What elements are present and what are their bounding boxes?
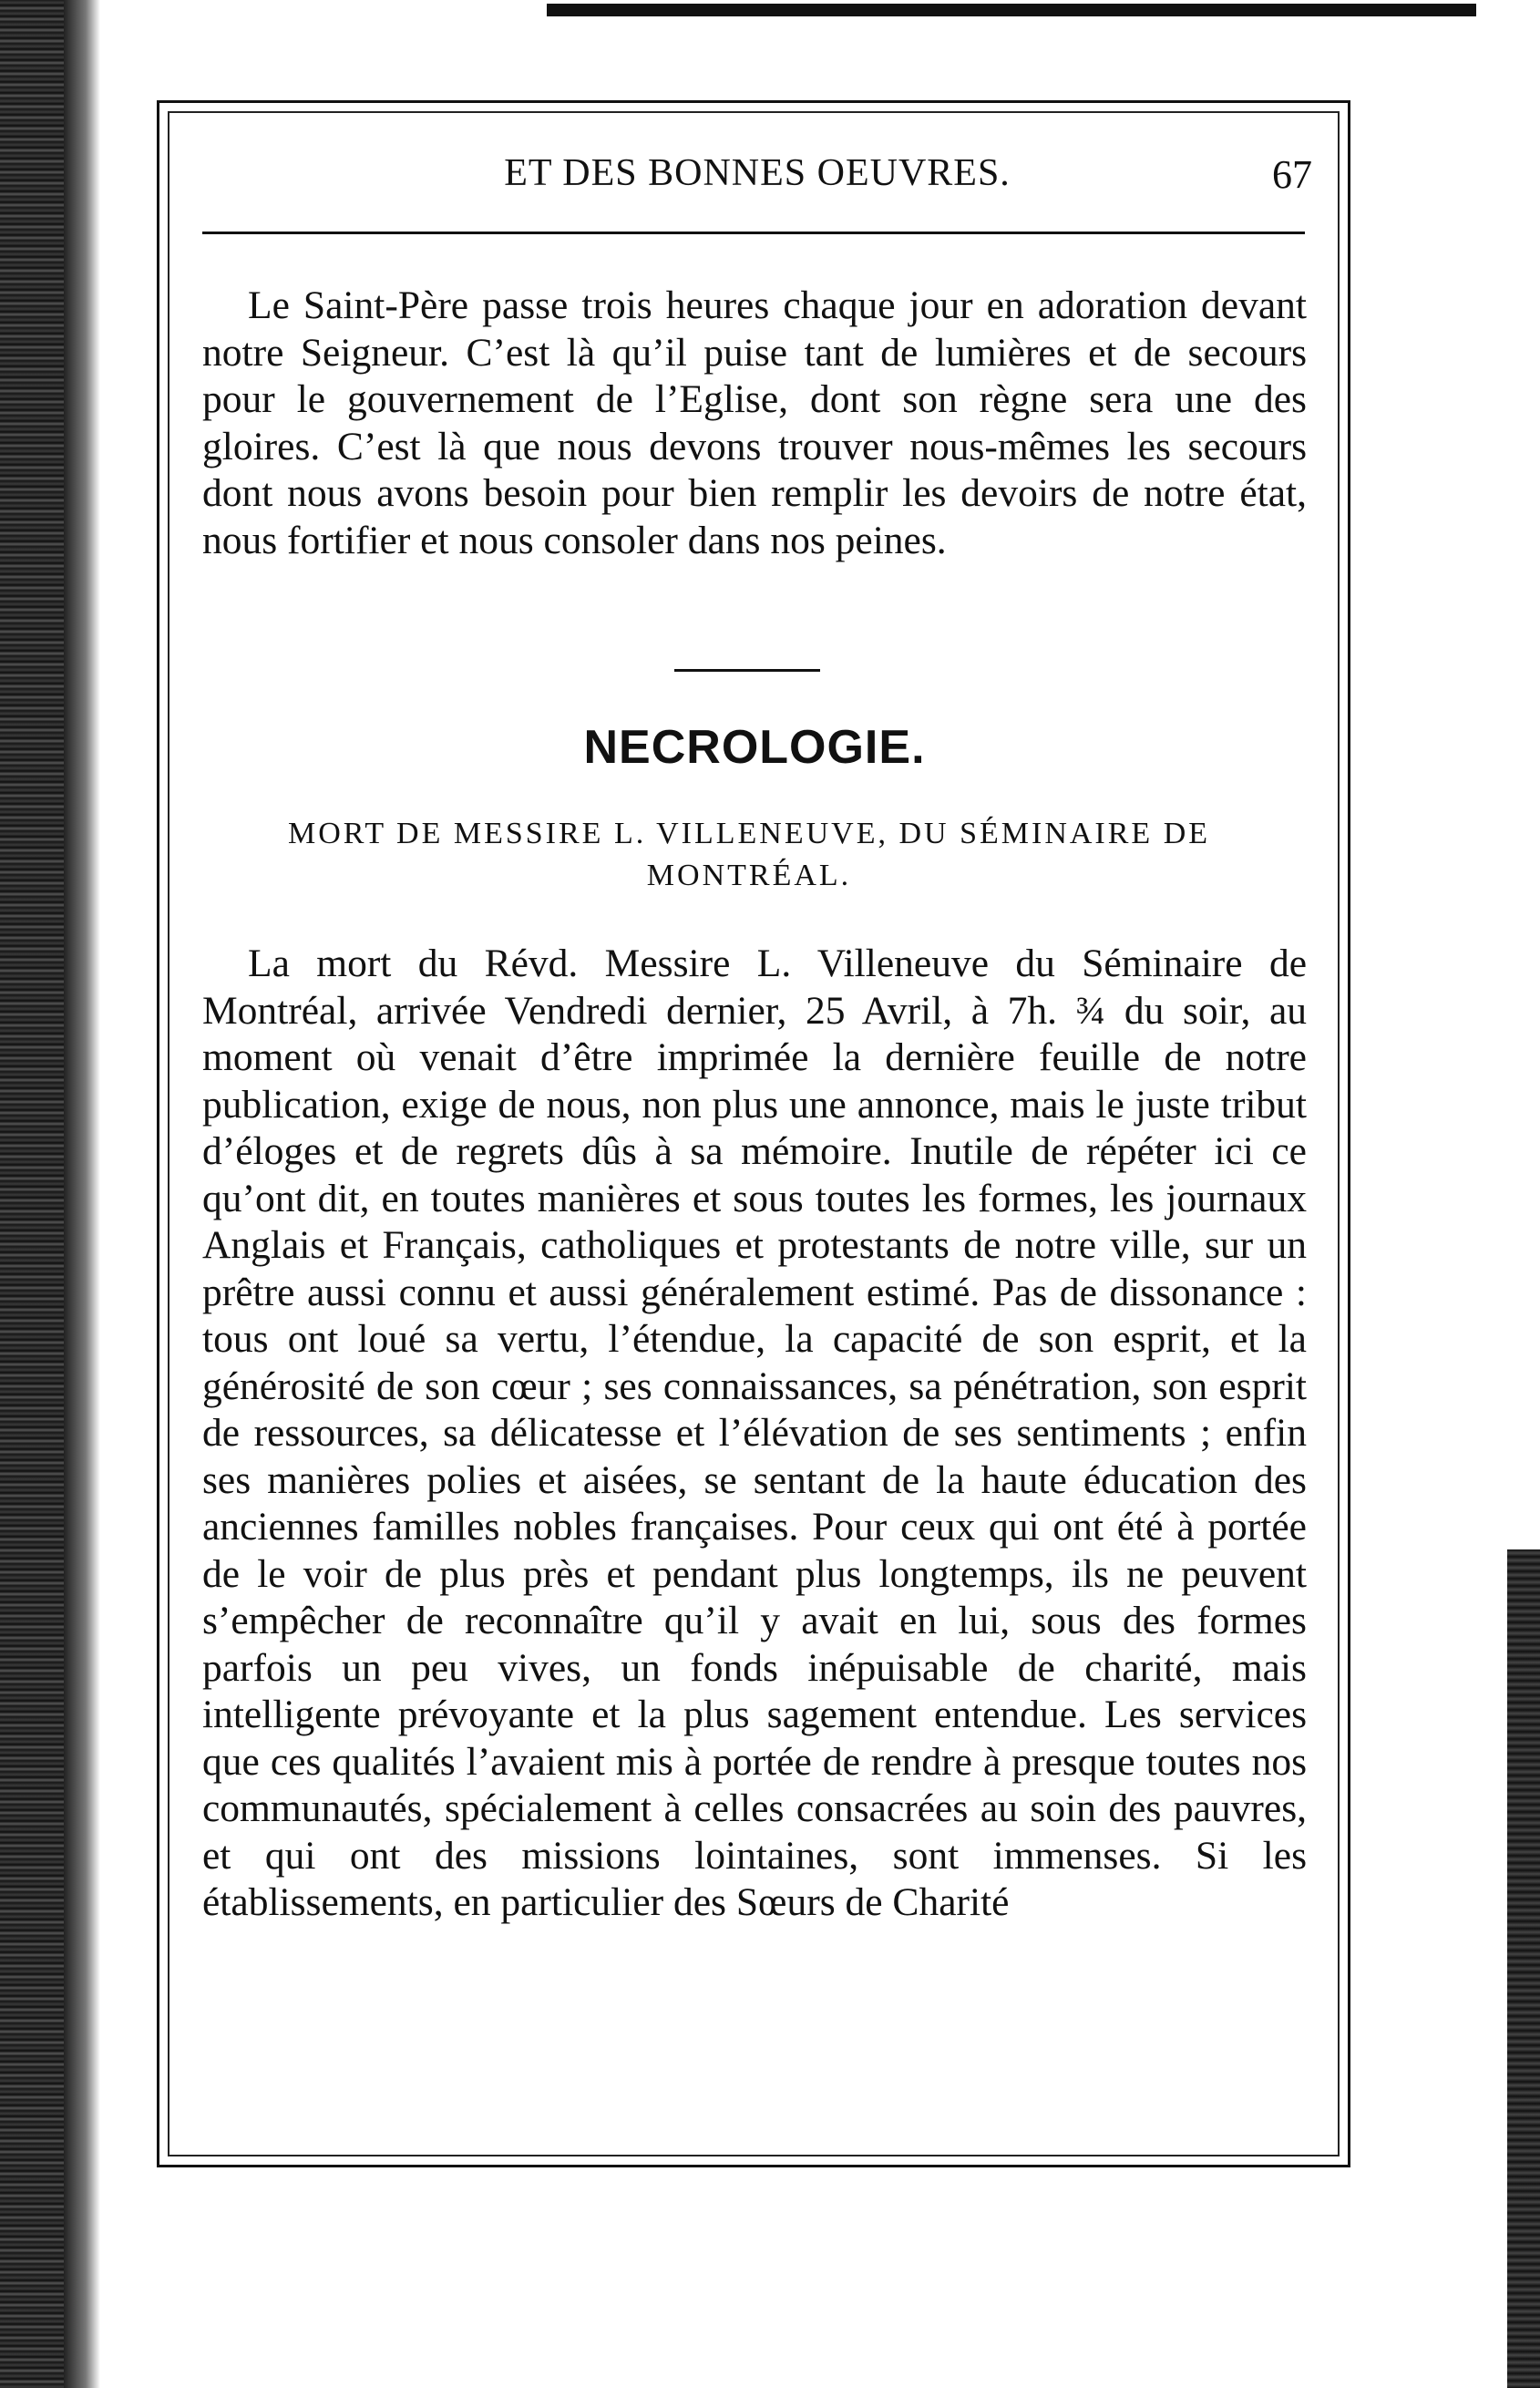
binding-shadow [64,0,100,2388]
running-head [202,151,1312,206]
section-divider [674,669,820,672]
page-number: 67 [1272,152,1312,197]
right-edge-shadow [1507,1549,1540,2388]
head-rule [202,232,1305,234]
paragraph-obituary: La mort du Révd. Messire L. Villeneuve du Séminaire de Montréal, arrivée Vendredi dernier, 25 Avril, à 7h. ¾ du soir, au moment où venait d’être imprimée la dernière feuille de notre publication, exige de nous, non plus une annonce, mais le juste tribut d’éloges et de regrets dûs à sa mémoire. Inutile de répéter ici ce qu’ont dit, en toutes manières et sous toutes les formes, les journaux Anglais et Français, catholiques et protestants de notre ville, sur un prêtre aussi connu et aussi généralement estimé. Pas de dissonance : tous ont loué sa vertu, l’étendue, la capacité de son esprit, et la générosité de son cœur ; ses connaissances, sa pénétration, son esprit de ressources, sa délicatesse et l’élévation de ses sentiments ; enfin ses manières polies et aisées, se sentant de la haute éducation des anciennes familles nobles françaises. Pour ceux qui ont été à portée de le voir de plus près et pendant plus longtemps, ils ne peuvent s’empêcher de reconnaître qu’il y avait en lui, sous des formes parfois un peu vives, un fonds inépuisable de charité, mais intelligente prévoyante et la plus sagement entendue. Les services que ces qualités l’avaient mis à portée de rendre à presque toutes nos communautés, spécialement à celles consacrées au soin des pauvres, et qui ont des missions lointaines, sont immenses. Si les établissements, en particulier des Sœurs de Charité [202,942,1307,1924]
obituary-subheading: MORT DE MESSIRE L. VILLENEUVE, DU SÉMINAIRE DE MONTRÉAL. [287,817,1211,892]
top-edge-rule [547,4,1476,16]
section-heading: NECROLOGIE. [583,721,926,774]
paragraph-adoration: Le Saint-Père passe trois heures chaque jour en adoration devant notre Seigneur. C’est là qu’il puise tant de lumières et de secours pour le gouvernement de l’Eglise, dont son règne sera une des gloires. C’est là que nous devons trouver nous-mêmes les secours dont nous avons besoin pour bien remplir les devoirs de notre état, nous fortifier et nous consoler dans nos peines. [202,283,1307,562]
running-title: ET DES BONNES OEUVRES. [504,152,1011,194]
